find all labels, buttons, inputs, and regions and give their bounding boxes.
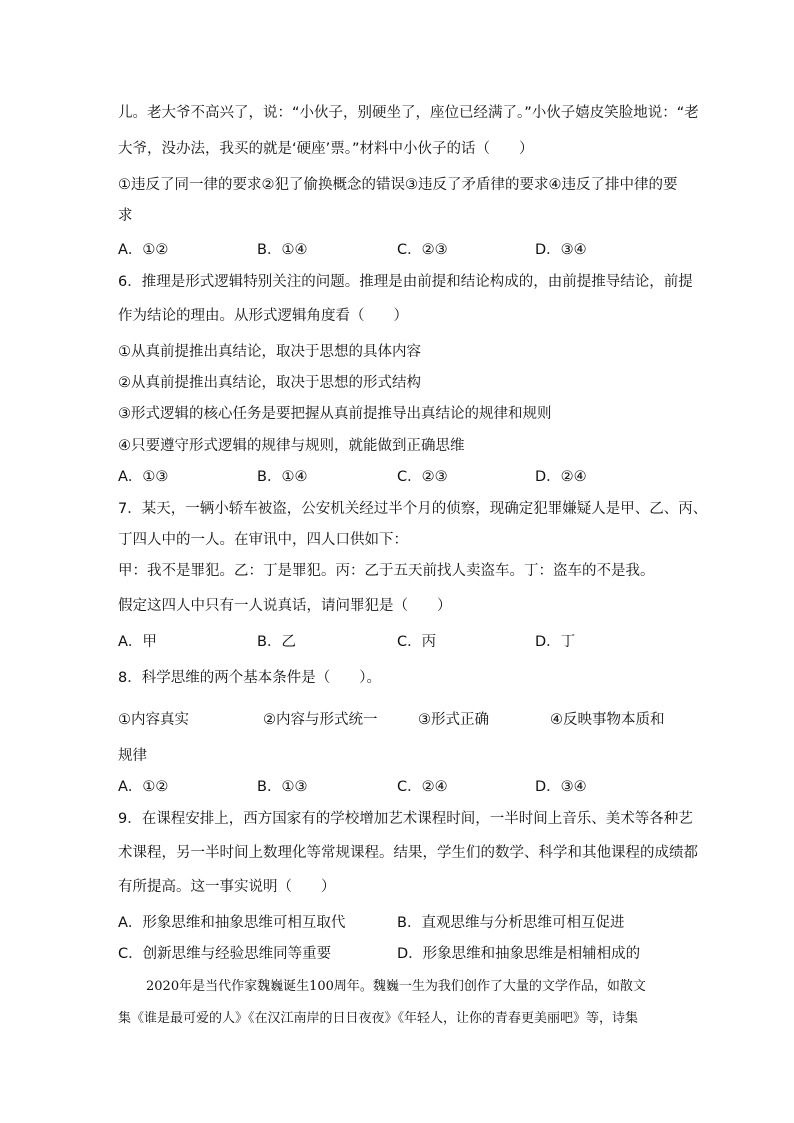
q6-options xyxy=(118,467,678,487)
q6-option-b[interactable]: B．①④ xyxy=(257,469,308,485)
q7-line-1: 7．某天，一辆小轿车被盗，公安机关经过半个月的侦察，现确定犯罪嫌疑人是甲、乙、丙、 xyxy=(118,501,708,517)
q9-line-1: 9．在课程安排上，西方国家有的学校增加艺术课程时间，一半时间上音乐、美术等各种艺 xyxy=(118,811,693,827)
q8-item-4-cont: 规律 xyxy=(118,748,147,764)
q8-item-2: ②内容与形式统一 xyxy=(263,712,378,728)
q9-option-c[interactable]: C．创新思维与经验思维同等重要 xyxy=(118,946,332,962)
q6-item-3: ③形式逻辑的核心任务是要把握从真前提推导出真结论的规律和规则 xyxy=(118,406,552,422)
q9-option-a[interactable]: A．形象思维和抽象思维可相互取代 xyxy=(118,915,346,931)
q7-options xyxy=(118,632,678,652)
q6-option-a[interactable]: A．①③ xyxy=(118,469,169,485)
q8-option-d[interactable]: D．③④ xyxy=(535,779,587,795)
q8-items xyxy=(118,710,678,730)
q7-line-4: 假定这四人中只有一人说真话，请问罪犯是（ ） xyxy=(118,598,452,614)
q9-options-row-2 xyxy=(118,944,678,964)
q5-line-2: 大爷，没办法，我买的就是‘硬座’票。”材料中小伙子的话（ ） xyxy=(118,141,534,157)
q8-stem: 8．科学思维的两个基本条件是（ ）。 xyxy=(118,670,381,686)
q9-line-2: 术课程，另一半时间上数理化等常规课程。结果，学生们的数学、科学和其他课程的成绩都 xyxy=(118,845,698,861)
q5-option-b[interactable]: B．①④ xyxy=(257,242,308,258)
q6-item-2: ②从真前提推出真结论，取决于思想的形式结构 xyxy=(118,375,421,391)
q8-item-3: ③形式正确 xyxy=(418,712,489,728)
q7-option-d[interactable]: D．丁 xyxy=(535,634,576,650)
passage-line-2: 集《谁是最可爱的人》《在汉江南岸的日日夜夜》《年轻人，让你的青春更美丽吧》等，诗集 xyxy=(118,1011,639,1026)
q7-option-a[interactable]: A．甲 xyxy=(118,634,157,650)
q5-line-3: ①违反了同一律的要求②犯了偷换概念的错误③违反了矛盾律的要求④违反了排中律的要 xyxy=(118,177,678,193)
q6-option-d[interactable]: D．②④ xyxy=(535,469,587,485)
q8-option-b[interactable]: B．①③ xyxy=(257,779,308,795)
q9-option-b[interactable]: B．直观思维与分析思维可相互促进 xyxy=(397,915,625,931)
q5-option-a[interactable]: A．①② xyxy=(118,242,169,258)
q6-line-1: 6．推理是形式逻辑特别关注的问题。推理是由前提和结论构成的，由前提推导结论，前提 xyxy=(118,274,693,290)
q6-item-4: ④只要遵守形式逻辑的规律与规则，就能做到正确思维 xyxy=(118,438,465,454)
q7-option-c[interactable]: C．丙 xyxy=(397,634,437,650)
q5-line-4: 求 xyxy=(118,208,133,224)
q7-line-3: 甲：我不是罪犯。乙：丁是罪犯。丙：乙于五天前找人卖盗车。丁：盗车的不是我。 xyxy=(118,563,655,579)
q5-options xyxy=(118,240,678,260)
q6-line-2: 作为结论的理由。从形式逻辑角度看（ ） xyxy=(118,308,408,324)
q8-option-c[interactable]: C．②④ xyxy=(397,779,448,795)
q5-option-c[interactable]: C．②③ xyxy=(397,242,448,258)
q9-option-d[interactable]: D．形象思维和抽象思维是相辅相成的 xyxy=(397,946,641,962)
q5-option-d[interactable]: D．③④ xyxy=(535,242,587,258)
passage-line-1: 2020年是当代作家魏巍诞生100周年。魏巍一生为我们创作了大量的文学作品，如散文 xyxy=(146,979,646,994)
q8-item-1: ①内容真实 xyxy=(118,712,189,728)
q7-line-2: 丁四人中的一人。在审讯中，四人口供如下： xyxy=(118,532,408,548)
q6-item-1: ①从真前提推出真结论，取决于思想的具体内容 xyxy=(118,344,421,360)
q8-options xyxy=(118,777,678,797)
q5-line-1: 儿。老大爷不高兴了，说：“小伙子，别硬坐了，座位已经满了。”小伙子嬉皮笑脸地说：“老 xyxy=(118,105,699,121)
q9-line-3: 有所提高。这一事实说明（ ） xyxy=(118,879,336,895)
q7-option-b[interactable]: B．乙 xyxy=(257,634,296,650)
q8-option-a[interactable]: A．①② xyxy=(118,779,169,795)
q9-options-row-1 xyxy=(118,913,678,933)
q6-option-c[interactable]: C．②③ xyxy=(397,469,448,485)
q8-item-4: ④反映事物本质和 xyxy=(550,712,665,728)
